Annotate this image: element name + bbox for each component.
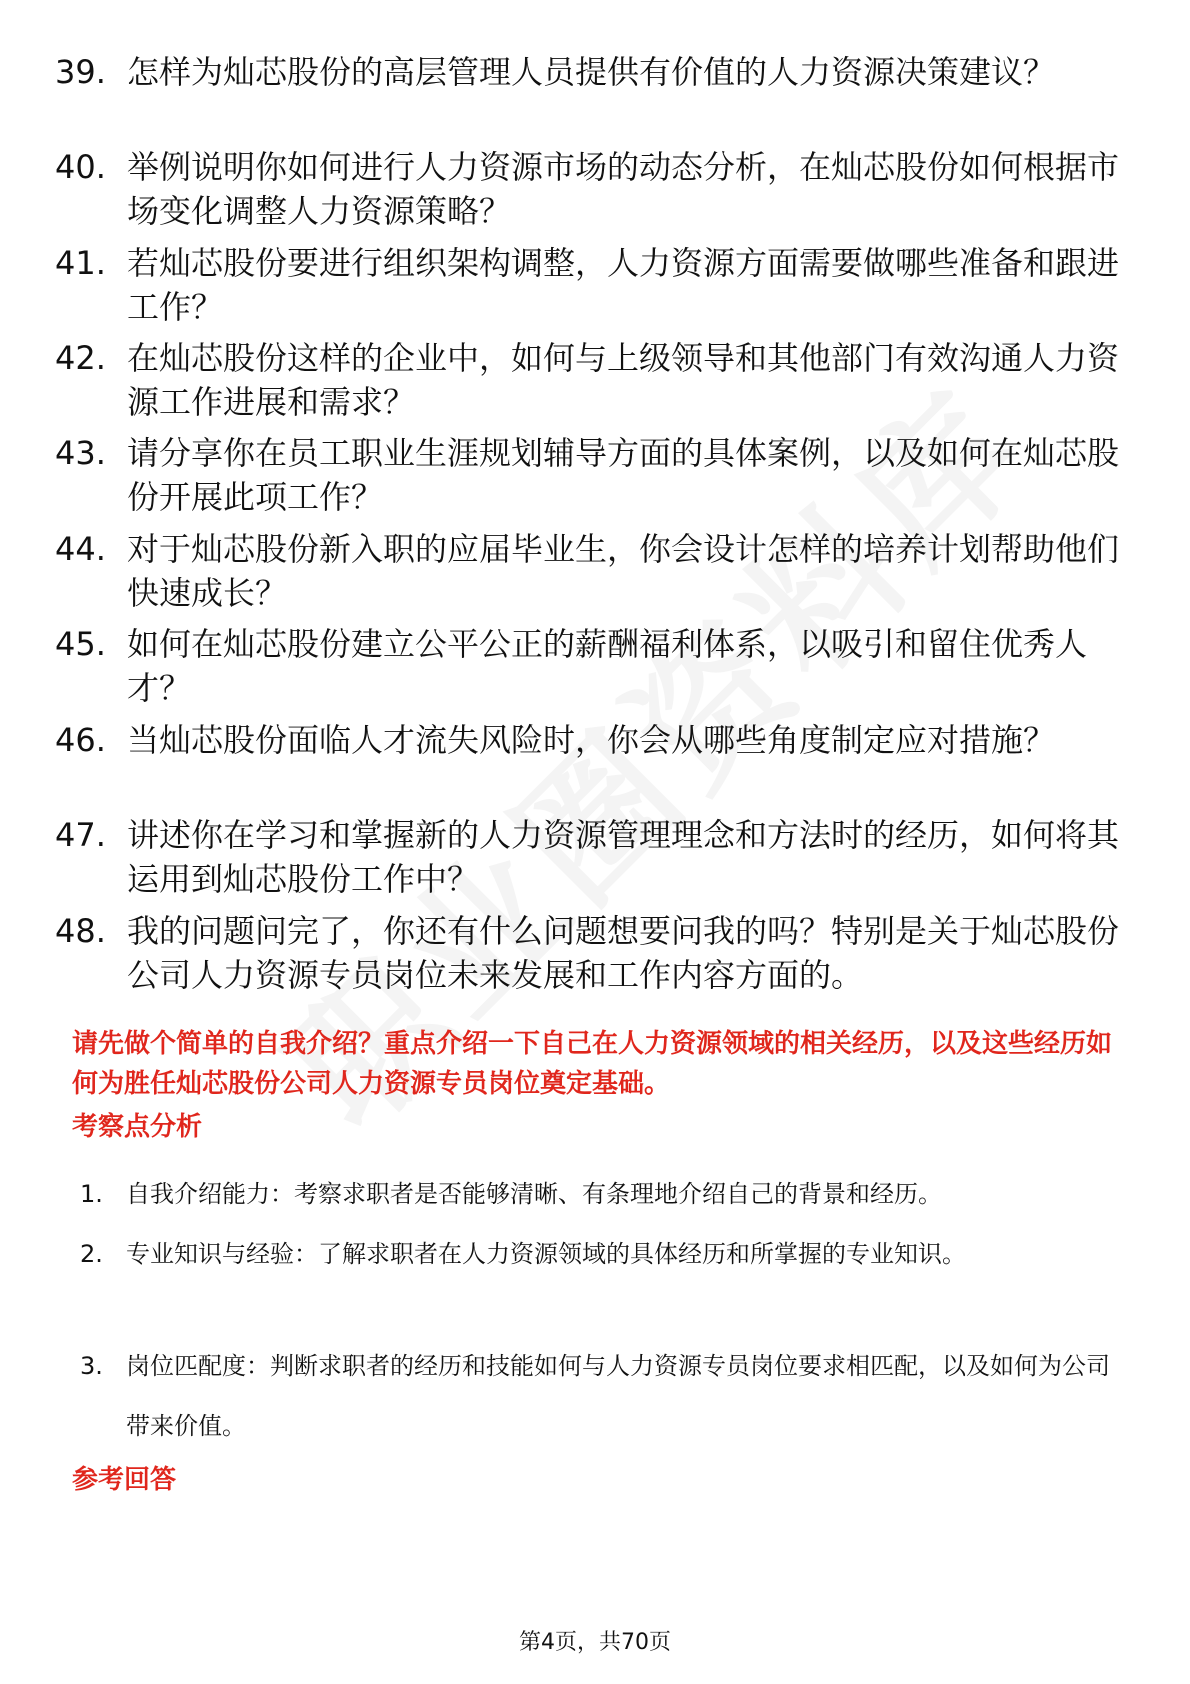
question-text: 如何在灿芯股份建立公平公正的薪酬福利体系，以吸引和留住优秀人才？ [127, 625, 1088, 707]
question-text: 讲述你在学习和掌握新的人力资源管理理念和方法时的经历，如何将其运用到灿芯股份工作中？ [127, 816, 1120, 898]
question-text: 怎样为灿芯股份的高层管理人员提供有价值的人力资源决策建议？ [127, 53, 1056, 91]
question-text: 请分享你在员工职业生涯规划辅导方面的具体案例，以及如何在灿芯股份开展此项工作？ [127, 434, 1120, 516]
question-number: 42. [55, 339, 106, 377]
question-item [55, 718, 1135, 762]
question-item [55, 622, 1135, 710]
highlight-question: 请先做个简单的自我介绍？重点介绍一下自己在人力资源领域的相关经历，以及这些经历如何为胜任灿芯股份公司人力资源专员岗位奠定基础。 [72, 1029, 1113, 1099]
question-number: 45. [55, 625, 106, 663]
question-text: 对于灿芯股份新入职的应届毕业生，你会设计怎样的培养计划帮助他们快速成长？ [127, 530, 1120, 612]
analysis-heading: 考察点分析 [72, 1112, 203, 1142]
question-number: 48. [55, 912, 106, 950]
answer-heading: 参考回答 [72, 1465, 177, 1495]
analysis-item [80, 1164, 1110, 1224]
question-item [55, 336, 1135, 424]
question-item [55, 527, 1135, 615]
question-item [55, 145, 1135, 233]
analysis-item [80, 1224, 1110, 1284]
question-text: 当灿芯股份面临人才流失风险时，你会从哪些角度制定应对措施？ [127, 721, 1056, 759]
page-footer: 第4页，共70页 [519, 1630, 671, 1655]
analysis-text: 岗位匹配度：判断求职者的经历和技能如何与人力资源专员岗位要求相匹配，以及如何为公司带来价值。 [126, 1352, 1110, 1440]
question-text: 举例说明你如何进行人力资源市场的动态分析，在灿芯股份如何根据市场变化调整人力资源策略？ [127, 148, 1120, 230]
question-item [55, 50, 1135, 94]
question-item [55, 431, 1135, 519]
question-number: 47. [55, 816, 106, 854]
question-text: 在灿芯股份这样的企业中，如何与上级领导和其他部门有效沟通人力资源工作进展和需求？ [127, 339, 1120, 421]
analysis-number: 1. [80, 1180, 103, 1208]
analysis-number: 2. [80, 1240, 103, 1268]
question-number: 40. [55, 148, 106, 186]
question-number: 46. [55, 721, 106, 759]
question-number: 41. [55, 244, 106, 282]
analysis-text: 专业知识与经验：了解求职者在人力资源领域的具体经历和所掌握的专业知识。 [126, 1240, 966, 1268]
analysis-text: 自我介绍能力：考察求职者是否能够清晰、有条理地介绍自己的背景和经历。 [126, 1180, 942, 1208]
question-item [55, 241, 1135, 329]
question-number: 43. [55, 434, 106, 472]
analysis-number: 3. [80, 1352, 103, 1380]
question-number: 44. [55, 530, 106, 568]
question-number: 39. [55, 53, 106, 91]
question-item [55, 813, 1135, 901]
question-text: 若灿芯股份要进行组织架构调整，人力资源方面需要做哪些准备和跟进工作？ [127, 244, 1120, 326]
analysis-item [80, 1336, 1110, 1456]
question-text: 我的问题问完了，你还有什么问题想要问我的吗？特别是关于灿芯股份公司人力资源专员岗位未来发展和工作内容方面的。 [127, 912, 1120, 994]
question-item [55, 909, 1135, 997]
